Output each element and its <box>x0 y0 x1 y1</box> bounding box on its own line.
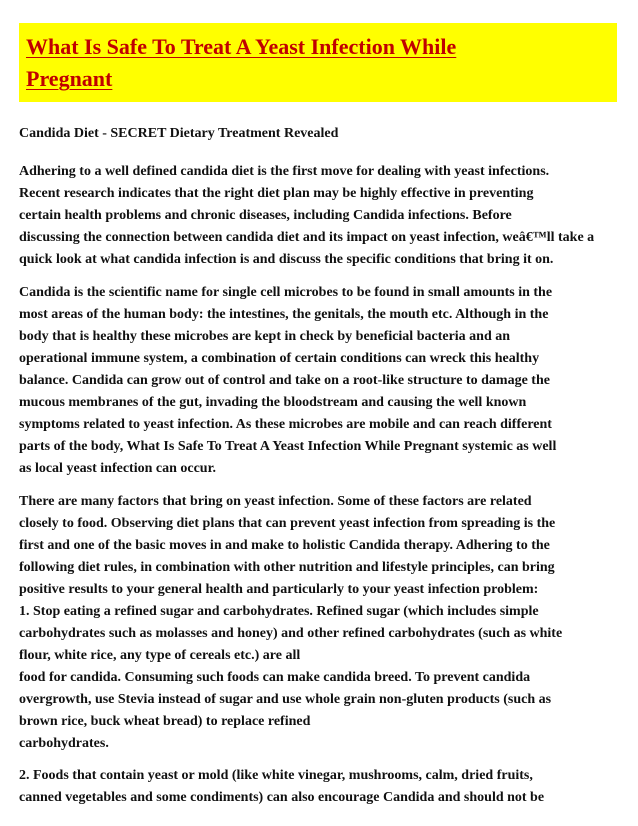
text-line: Recent research indicates that the right diet plan may be highly effective in preventing <box>19 186 534 201</box>
text-line: food for candida. Consuming such foods can make candida breed. To prevent candida <box>19 670 531 685</box>
text-line: mucous membranes of the gut, invading the bloodstream and causing the well known <box>19 395 527 410</box>
text-line: most areas of the human body: the intestines, the genitals, the mouth etc. Although in the <box>19 307 549 322</box>
paragraph-rule-1 <box>19 601 562 755</box>
text-line: first and one of the basic moves in and make to holistic Candida therapy. Adhering to the <box>19 538 550 553</box>
text-line: quick look at what candida infection is and discuss the specific conditions that bring it on. <box>19 252 554 267</box>
paragraph-intro <box>19 161 594 271</box>
text-line: parts of the body, What Is Safe To Treat A Yeast Infection While Pregnant systemic as well <box>19 439 557 454</box>
page-title <box>26 31 456 95</box>
text-line: brown rice, buck wheat bread) to replace refined <box>19 714 311 729</box>
text-line: following diet rules, in combination with other nutrition and lifestyle principles, can bring <box>19 560 555 575</box>
text-line: 1. Stop eating a refined sugar and carbohydrates. Refined sugar (which includes simple <box>19 604 539 619</box>
text-line: flour, white rice, any type of cereals etc.) are all <box>19 648 301 663</box>
text-line: Candida is the scientific name for single cell microbes to be found in small amounts in the <box>19 285 553 300</box>
title-banner <box>19 23 617 102</box>
text-line: There are many factors that bring on yeast infection. Some of these factors are related <box>19 494 532 509</box>
text-line: balance. Candida can grow out of control and take on a root-like structure to damage the <box>19 373 550 388</box>
text-line: overgrowth, use Stevia instead of sugar and use whole grain non-gluten products (such as <box>19 692 552 707</box>
section-heading: Candida Diet - SECRET Dietary Treatment Revealed <box>19 126 339 141</box>
text-line: carbohydrates such as molasses and honey) and other refined carbohydrates (such as white <box>19 626 563 641</box>
text-line: symptoms related to yeast infection. As these microbes are mobile and can reach different <box>19 417 552 432</box>
text-line: closely to food. Observing diet plans that can prevent yeast infection from spreading is the <box>19 516 556 531</box>
text-line: Adhering to a well defined candida diet is the first move for dealing with yeast infections. <box>19 164 550 179</box>
paragraph-candida <box>19 282 556 480</box>
text-line: operational immune system, a combination of certain conditions can wreck this healthy <box>19 351 540 366</box>
text-line: certain health problems and chronic diseases, including Candida infections. Before <box>19 208 512 223</box>
paragraph-rule-2 <box>19 765 544 809</box>
page-title-line: Pregnant <box>26 66 113 91</box>
text-line: discussing the connection between candida diet and its impact on yeast infection, weâ€™ll take a <box>19 230 595 245</box>
text-line: positive results to your general health and particularly to your yeast infection problem: <box>19 582 539 597</box>
text-line: canned vegetables and some condiments) can also encourage Candida and should not be <box>19 790 545 805</box>
text-line: body that is healthy these microbes are kept in check by beneficial bacteria and an <box>19 329 511 344</box>
text-line: carbohydrates. <box>19 736 109 751</box>
paragraph-factors <box>19 491 555 601</box>
page-title-line: What Is Safe To Treat A Yeast Infection While <box>26 34 457 59</box>
text-line: as local yeast infection can occur. <box>19 461 217 476</box>
text-line: 2. Foods that contain yeast or mold (like white vinegar, mushrooms, calm, dried fruits, <box>19 768 533 783</box>
